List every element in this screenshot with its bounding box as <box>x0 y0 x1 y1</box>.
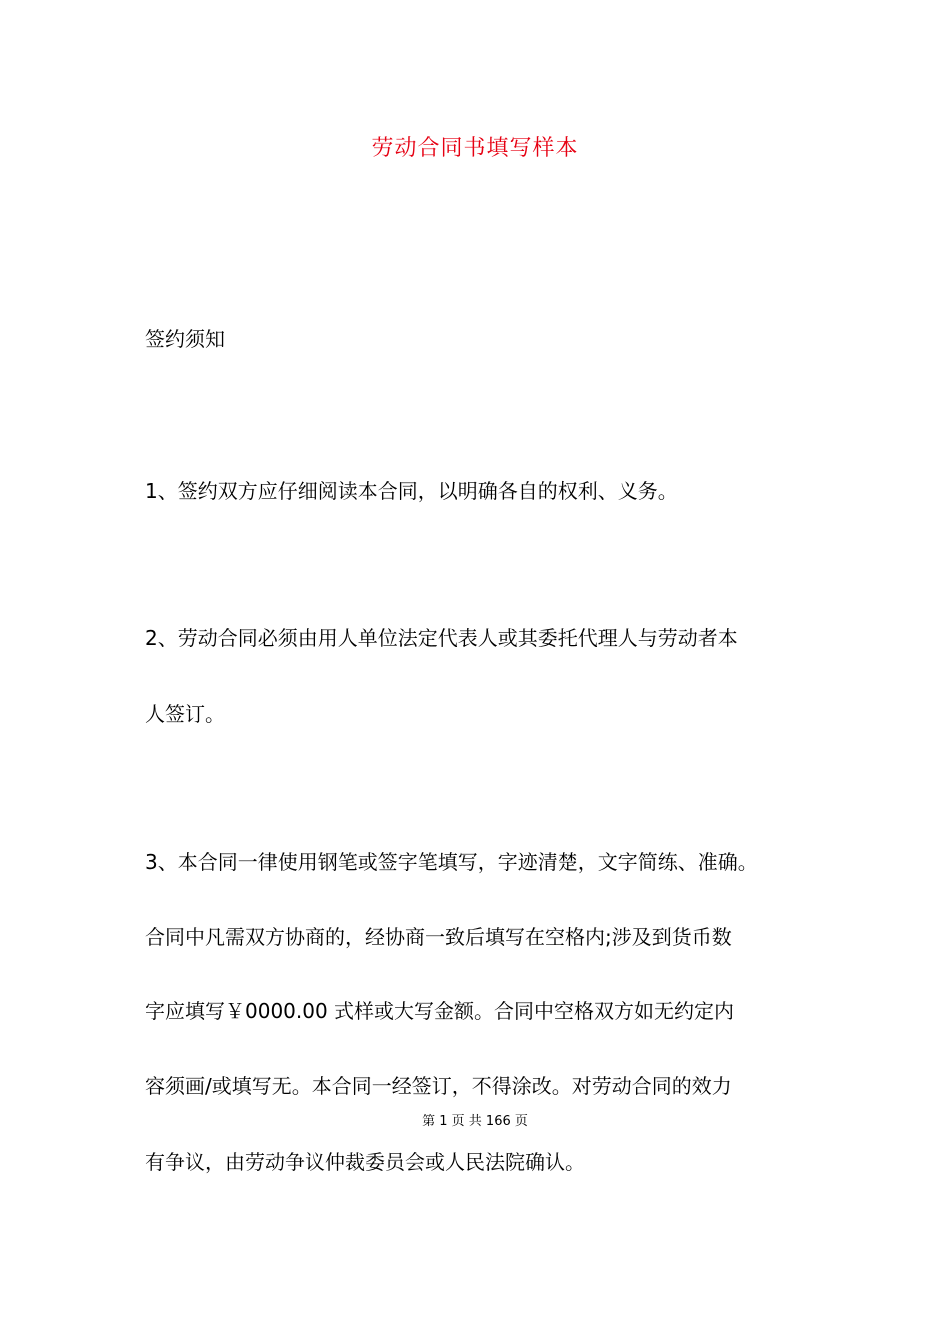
item-3-line-2: 合同中凡需双方协商的，经协商一致后填写在空格内;涉及到货币数 <box>145 925 732 949</box>
item-1-line-1: 1、签约双方应仔细阅读本合同，以明确各自的权利、义务。 <box>145 479 678 503</box>
item-3-line-3: 字应填写￥0000.00 式样或大写金额。合同中空格双方如无约定内 <box>145 999 735 1023</box>
item-3-line-4: 容须画/或填写无。本合同一经签订，不得涂改。对劳动合同的效力 <box>145 1074 732 1098</box>
item-3-line-5: 有争议，由劳动争议仲裁委员会或人民法院确认。 <box>145 1150 585 1174</box>
item-2-line-2: 人签订。 <box>145 702 225 726</box>
item-2-line-1: 2、劳动合同必须由用人单位法定代表人或其委托代理人与劳动者本 <box>145 626 738 650</box>
section-heading: 签约须知 <box>145 327 225 351</box>
document-title: 劳动合同书填写样本 <box>371 136 579 161</box>
item-3-line-1: 3、本合同一律使用钢笔或签字笔填写，字迹清楚，文字简练、准确。 <box>145 850 758 874</box>
page-number-footer: 第 1 页 共 166 页 <box>422 1114 528 1129</box>
